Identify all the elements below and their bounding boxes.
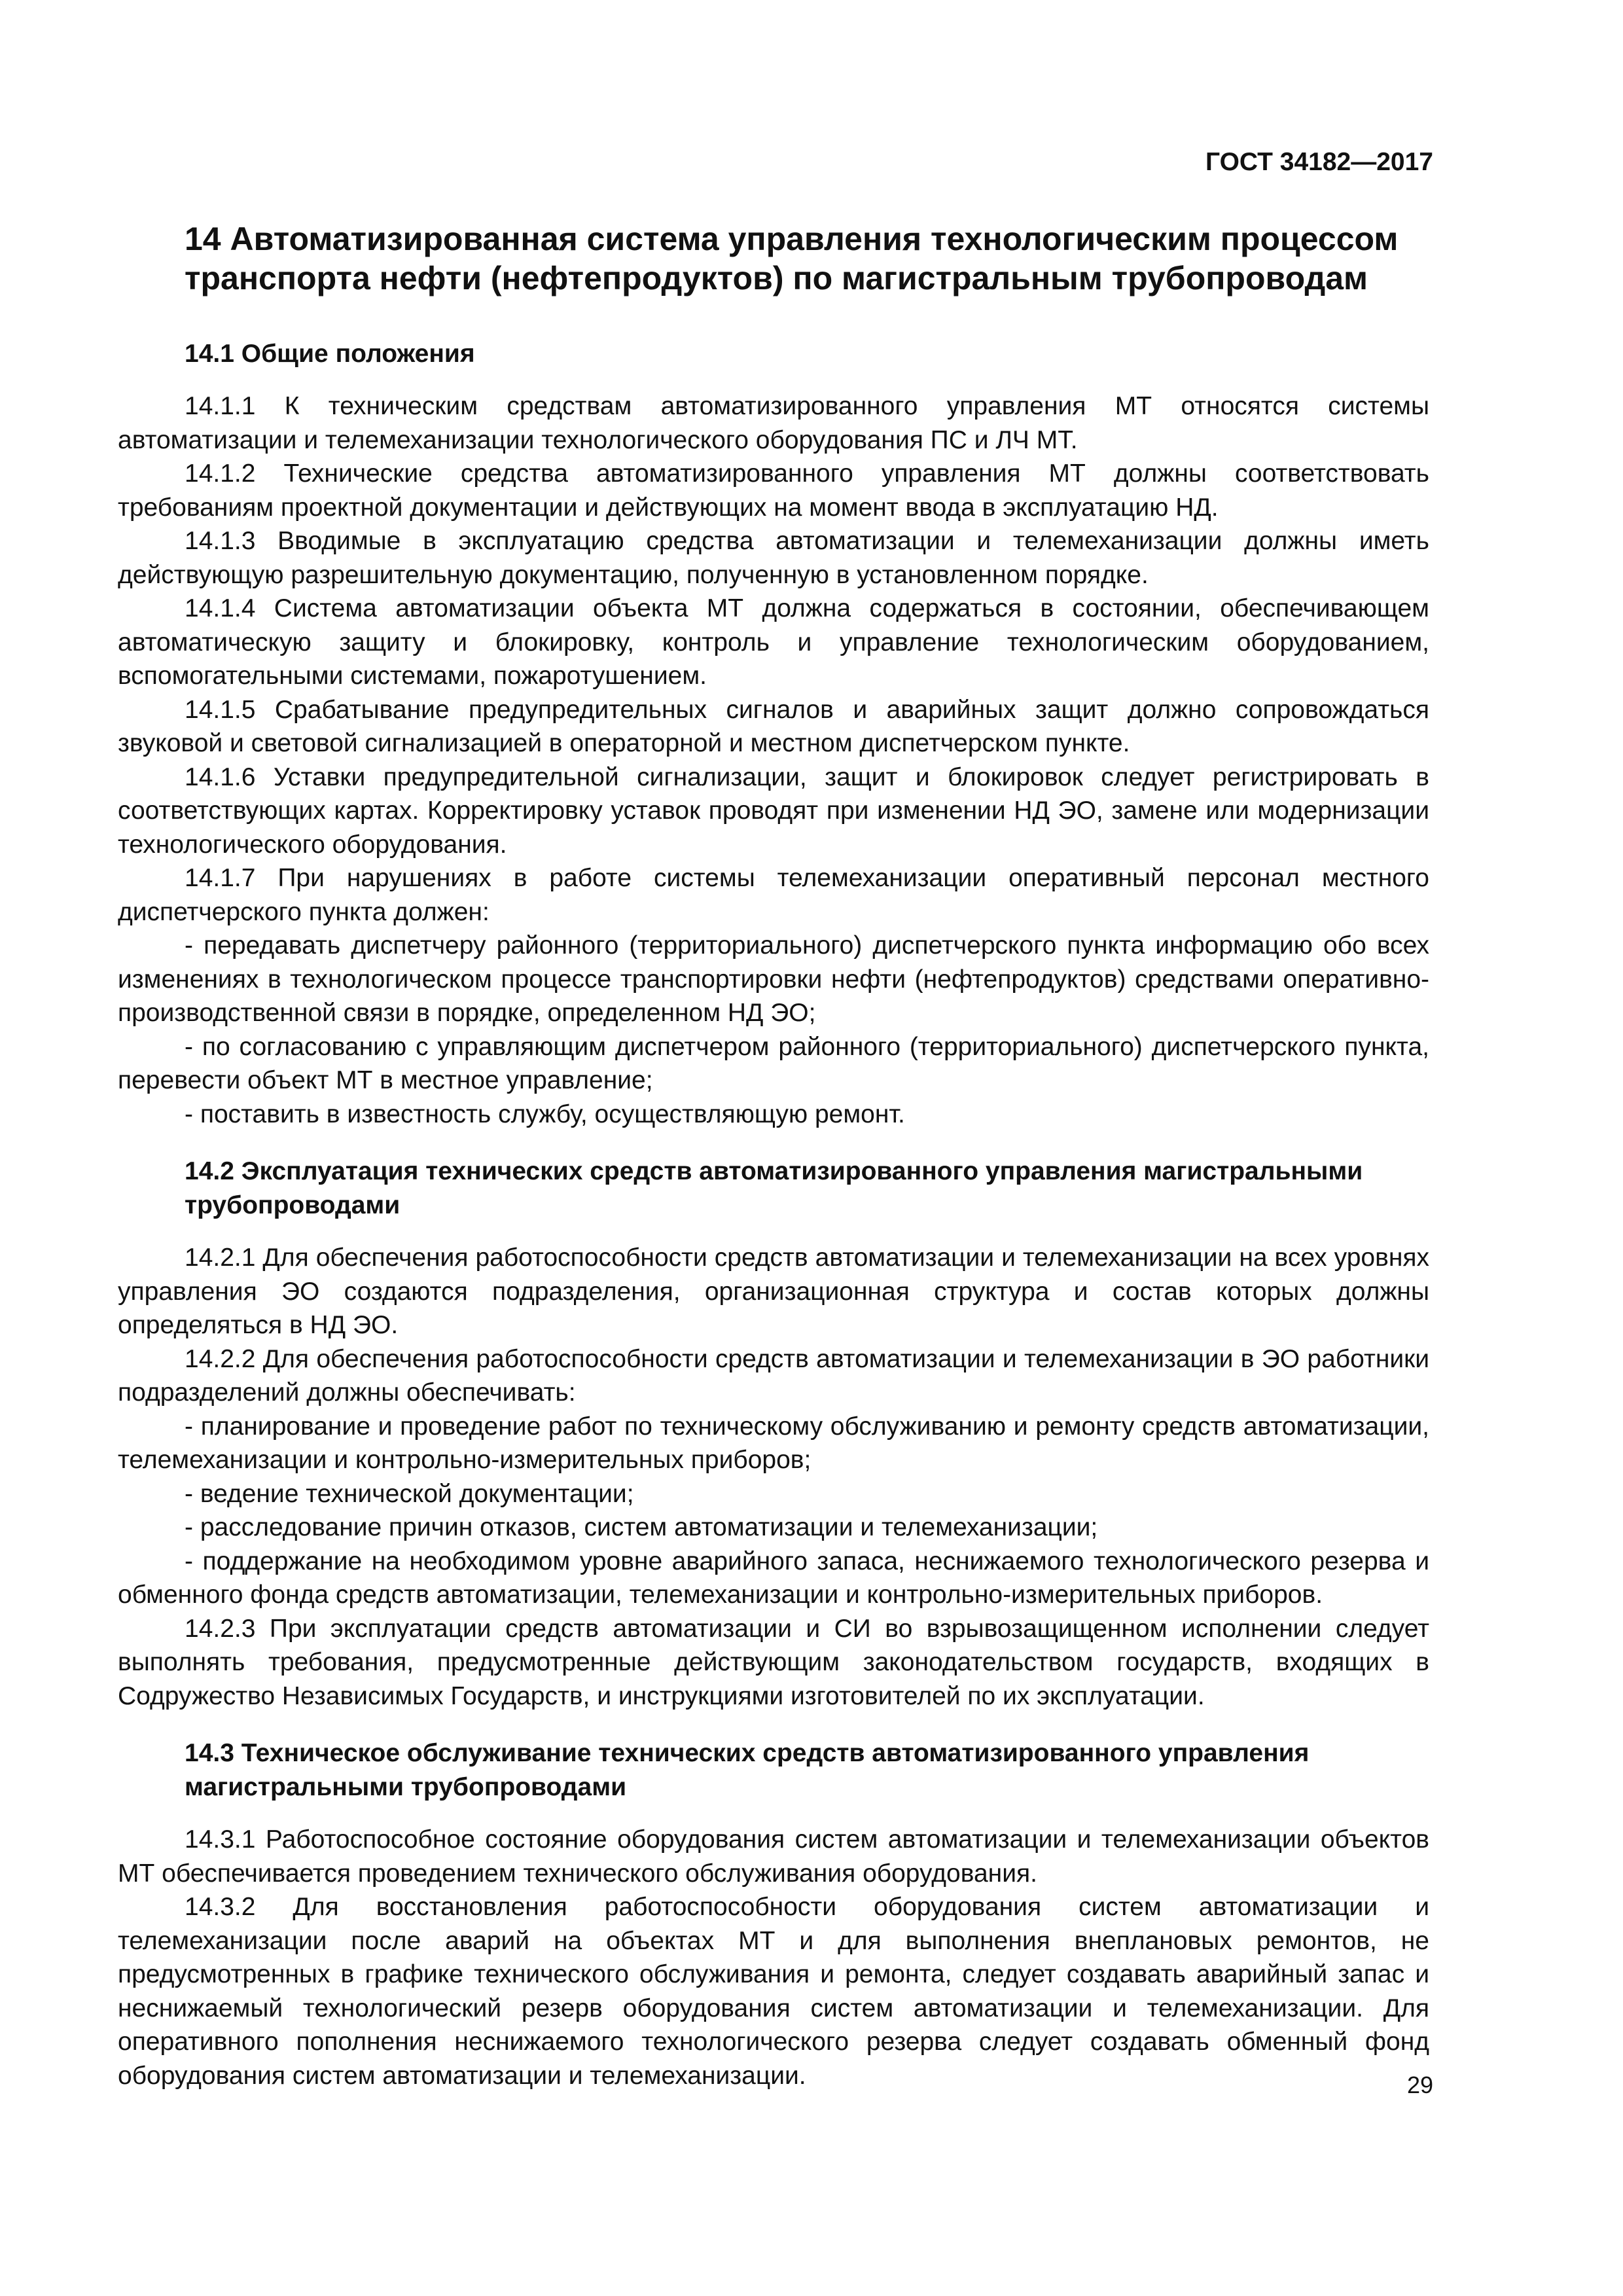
list-item: - планирование и проведение работ по техническому обслуживанию и ремонту средств автоматизации, телемеханизации и контрольно-измерительных приборов; xyxy=(118,1412,1429,1474)
paragraph: 14.1.5 Срабатывание предупредительных сигналов и аварийных защит должно сопровождаться звуковой и световой сигнализацией в операторной и местном диспетчерском пункте. xyxy=(118,695,1429,757)
list-item: - передавать диспетчеру районного (территориального) диспетчерского пункта информацию обо всех изменениях в технологическом процессе транспортировки нефти (нефтепродуктов) средствами оперативно-производственной связи в порядке, определенном НД ЭО; xyxy=(118,931,1429,1027)
list-item: - ведение технической документации; xyxy=(185,1479,634,1508)
paragraph: 14.2.3 При эксплуатации средств автоматизации и СИ во взрывозащищенном исполнении следует выполнять требования, предусмотренные действующим законодательством государств, входящих в Содружество Независимых Государств, и инструкциями изготовителей по их эксплуатации. xyxy=(118,1614,1429,1710)
section-heading: 14.1 Общие положения xyxy=(185,340,475,368)
paragraph: 14.1.6 Уставки предупредительной сигнализации, защит и блокировок следует регистрировать в соответствующих картах. Корректировку уставок проводят при изменении НД ЭО, замене или модернизации технологического оборудования. xyxy=(118,762,1429,859)
standard-header: ГОСТ 34182—2017 xyxy=(1205,148,1433,176)
paragraph: 14.3.1 Работоспособное состояние оборудования систем автоматизации и телемеханизации объектов МТ обеспечивается проведением технического обслуживания оборудования. xyxy=(118,1825,1429,1888)
paragraph: 14.1.7 При нарушениях в работе системы телемеханизации оперативный персонал местного диспетчерского пункта должен: xyxy=(118,864,1429,926)
paragraph: 14.2.2 Для обеспечения работоспособности средств автоматизации и телемеханизации в ЭО работники подразделений должны обеспечивать: xyxy=(118,1344,1429,1407)
paragraph: 14.1.1 К техническим средствам автоматизированного управления МТ относятся системы автоматизации и телемеханизации технологического оборудования ПС и ЛЧ МТ. xyxy=(118,392,1429,454)
section-14-1 xyxy=(118,337,1429,1131)
section-14-2 xyxy=(118,1155,1429,1713)
section-14-3 xyxy=(118,1736,1429,2092)
page-number: 29 xyxy=(1406,2072,1433,2098)
paragraph: 14.2.1 Для обеспечения работоспособности средств автоматизации и телемеханизации на всех уровнях управления ЭО создаются подразделения, организационная структура и состав которых должны определяться в НД ЭО. xyxy=(118,1244,1429,1339)
list-item: - поддержание на необходимом уровне аварийного запаса, неснижаемого технологического резерва и обменного фонда средств автоматизации, телемеханизации и контрольно-измерительных приборов. xyxy=(118,1547,1429,1609)
paragraph: 14.1.3 Вводимые в эксплуатацию средства автоматизации и телемеханизации должны иметь действующую разрешительную документацию, полученную в установленном порядке. xyxy=(118,527,1429,589)
list-item: - расследование причин отказов, систем автоматизации и телемеханизации; xyxy=(185,1513,1098,1541)
paragraph: 14.3.2 Для восстановления работоспособности оборудования систем автоматизации и телемеханизации после аварий на объектах МТ и для выполнения внеплановых ремонтов, не предусмотренных в графике технического обслуживания и ремонта, следует создавать аварийный запас и неснижаемый технологический резерв оборудования систем автоматизации и телемеханизации. Для оперативного пополнения неснижаемого технологического резерва следует создавать обменный фонд оборудования систем автоматизации и телемеханизации. xyxy=(118,1893,1429,2090)
paragraph: 14.1.4 Система автоматизации объекта МТ должна содержаться в состоянии, обеспечивающем автоматическую защиту и блокировку, контроль и управление технологическим оборудованием, вспомогательными системами, пожаротушением. xyxy=(118,594,1429,690)
chapter-title: 14 Автоматизированная система управления технологическим процессом транспорта нефти (нефтепродуктов) по магистральным трубопроводам xyxy=(185,221,1399,296)
list-item: - по согласованию с управляющим диспетчером районного (территориального) диспетчерского пункта, перевести объект МТ в местное управление; xyxy=(118,1032,1429,1094)
document-content xyxy=(118,219,1429,2092)
section-heading: 14.3 Техническое обслуживание технических средств автоматизированного управления магистральными трубопроводами xyxy=(185,1739,1310,1801)
list-item: - поставить в известность службу, осуществляющую ремонт. xyxy=(185,1100,905,1128)
section-heading: 14.2 Эксплуатация технических средств автоматизированного управления магистральными трубопроводами xyxy=(185,1157,1363,1219)
paragraph: 14.1.2 Технические средства автоматизированного управления МТ должны соответствовать требованиям проектной документации и действующих на момент ввода в эксплуатацию НД. xyxy=(118,459,1429,522)
